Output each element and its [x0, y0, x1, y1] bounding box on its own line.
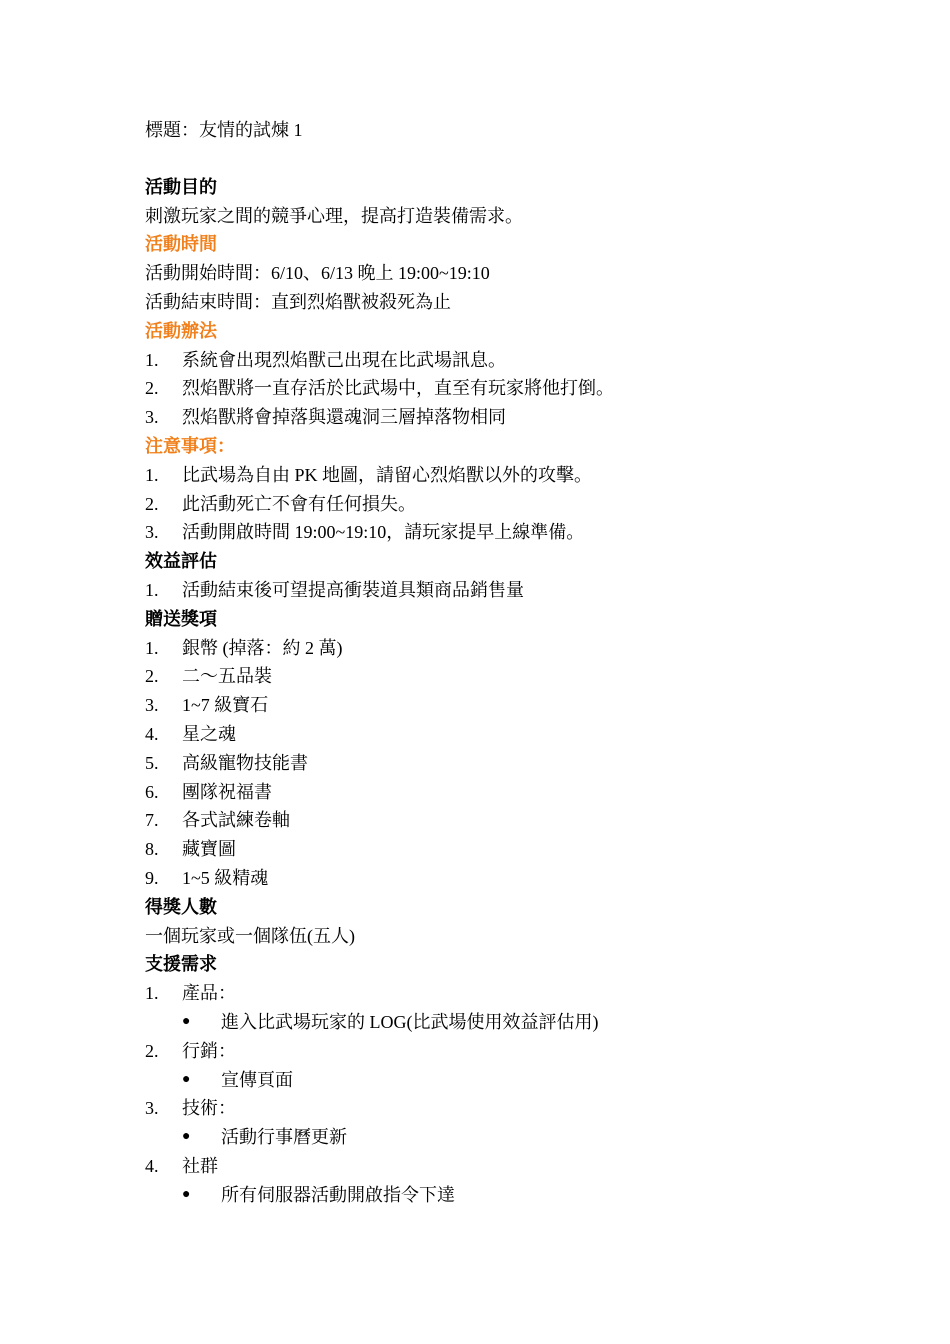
list-number: 7.	[145, 810, 159, 831]
document-body	[145, 116, 845, 1209]
support-item	[145, 1152, 845, 1181]
list-text: 藏寶圖	[182, 839, 236, 860]
winners-heading: 得獎人數	[145, 896, 217, 917]
list-number: 3.	[145, 695, 159, 716]
reward-item	[145, 864, 845, 893]
list-text: 烈焰獸將會掉落與還魂洞三層掉落物相同	[182, 407, 506, 428]
reward-item	[145, 720, 845, 749]
list-number: 4.	[145, 723, 159, 744]
list-number: 2.	[145, 1040, 159, 1061]
benefit-item	[145, 576, 845, 605]
list-text: 團隊祝福書	[182, 781, 272, 802]
list-number: 4.	[145, 1155, 159, 1176]
list-number: 2.	[145, 378, 159, 399]
support-subitem	[145, 1123, 845, 1152]
list-text: 產品：	[182, 983, 236, 1004]
support-item	[145, 979, 845, 1008]
list-text: 比武場為自由 PK 地圖，請留心烈焰獸以外的攻擊。	[182, 464, 593, 485]
purpose-text: 刺激玩家之間的競爭心理，提高打造裝備需求。	[145, 205, 523, 226]
method-heading: 活動辦法	[145, 320, 217, 341]
list-text: 技術：	[182, 1098, 236, 1119]
list-number: 3.	[145, 1098, 159, 1119]
list-number: 6.	[145, 781, 159, 802]
reward-item	[145, 749, 845, 778]
time-end: 活動結束時間：直到烈焰獸被殺死為止	[145, 291, 451, 312]
list-number: 1.	[145, 349, 159, 370]
reward-item	[145, 835, 845, 864]
notes-item	[145, 490, 845, 519]
bullet-icon: ●	[182, 1071, 191, 1087]
list-number: 2.	[145, 666, 159, 687]
list-number: 3.	[145, 407, 159, 428]
method-item	[145, 346, 845, 375]
list-text: 社群	[182, 1155, 218, 1176]
list-text: 活動開啟時間 19:00~19:10，請玩家提早上線準備。	[182, 522, 585, 543]
list-text: 行銷：	[182, 1040, 236, 1061]
support-subitem	[145, 1066, 845, 1095]
list-text: 所有伺服器活動開啟指令下達	[221, 1184, 455, 1205]
reward-item	[145, 778, 845, 807]
support-item	[145, 1094, 845, 1123]
time-start: 活動開始時間：6/10、6/13 晚上 19:00~19:10	[145, 263, 490, 284]
list-text: 進入比武場玩家的 LOG(比武場使用效益評估用)	[221, 1011, 599, 1032]
list-text: 活動行事曆更新	[221, 1127, 347, 1148]
list-number: 1.	[145, 983, 159, 1004]
list-text: 宣傳頁面	[221, 1069, 293, 1090]
list-number: 3.	[145, 522, 159, 543]
list-number: 1.	[145, 579, 159, 600]
method-item	[145, 374, 845, 403]
support-item	[145, 1037, 845, 1066]
list-text: 1~7 級寶石	[182, 695, 269, 716]
reward-item	[145, 691, 845, 720]
list-text: 星之魂	[182, 723, 236, 744]
list-text: 1~5 級精魂	[182, 867, 269, 888]
list-text: 各式試練卷軸	[182, 810, 290, 831]
purpose-heading: 活動目的	[145, 176, 217, 197]
reward-item	[145, 806, 845, 835]
list-text: 此活動死亡不會有任何損失。	[182, 493, 416, 514]
list-number: 2.	[145, 493, 159, 514]
support-subitem	[145, 1181, 845, 1210]
reward-item	[145, 634, 845, 663]
benefit-heading: 效益評估	[145, 551, 217, 572]
list-number: 5.	[145, 752, 159, 773]
bullet-icon: ●	[182, 1186, 191, 1202]
list-number: 8.	[145, 839, 159, 860]
list-text: 系統會出現烈焰獸己出現在比武場訊息。	[182, 349, 506, 370]
list-number: 9.	[145, 867, 159, 888]
bullet-icon: ●	[182, 1013, 191, 1029]
list-text: 活動結束後可望提高衝裝道具類商品銷售量	[182, 579, 524, 600]
bullet-icon: ●	[182, 1129, 191, 1145]
support-heading: 支援需求	[145, 954, 217, 975]
reward-item	[145, 662, 845, 691]
list-text: 烈焰獸將一直存活於比武場中，直至有玩家將他打倒。	[182, 378, 614, 399]
list-number: 1.	[145, 637, 159, 658]
notes-item	[145, 461, 845, 490]
list-text: 銀幣 (掉落：約 2 萬)	[182, 637, 343, 658]
list-number: 1.	[145, 464, 159, 485]
list-text: 二～五品裝	[182, 666, 272, 687]
support-subitem	[145, 1008, 845, 1037]
method-item	[145, 403, 845, 432]
rewards-heading: 贈送獎項	[145, 608, 217, 629]
notes-heading: 注意事項：	[145, 435, 235, 456]
document-title: 標題：友情的試煉 1	[145, 120, 303, 140]
notes-item	[145, 518, 845, 547]
list-text: 高級寵物技能書	[182, 752, 308, 773]
winners-text: 一個玩家或一個隊伍(五人)	[145, 925, 355, 946]
time-heading: 活動時間	[145, 234, 217, 255]
